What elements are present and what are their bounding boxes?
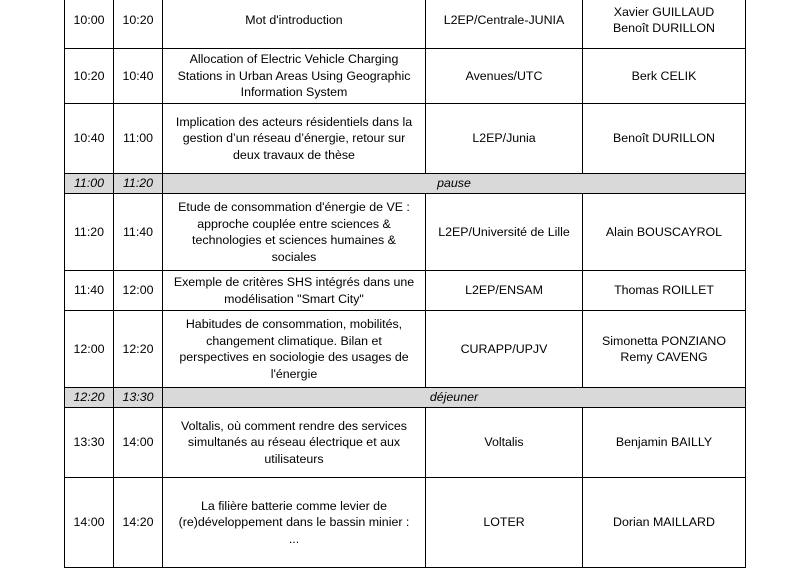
organization-cell — [426, 194, 583, 271]
end-time: 12:20 — [122, 341, 154, 356]
end-time-cell — [114, 174, 163, 194]
talk-title-line: l'énergie — [270, 366, 318, 381]
talk-title-cell — [163, 478, 426, 568]
end-time: 13:30 — [122, 390, 154, 405]
talk-title-line: Etude de consommation d'énergie de VE : — [178, 200, 410, 214]
end-time: 14:20 — [122, 515, 154, 530]
talk-title-line: La filière batterie comme levier de — [201, 498, 387, 513]
start-time-cell — [65, 49, 114, 104]
organization-cell — [426, 311, 583, 388]
speaker-name: Remy CAVENG — [620, 350, 708, 364]
talk-title-line: (re)développement dans le bassin minier : — [178, 515, 410, 530]
session-row — [65, 0, 746, 49]
break-label-cell — [163, 388, 746, 408]
speaker-name: Alain BOUSCAYROL — [605, 224, 723, 239]
break-label: pause — [437, 176, 471, 191]
end-time-cell — [114, 271, 163, 311]
start-time-cell — [65, 194, 114, 271]
organization-cell — [426, 408, 583, 478]
end-time: 14:00 — [122, 435, 154, 450]
talk-title-line: Exemple de critères SHS intégrés dans une — [173, 275, 415, 289]
session-row — [65, 478, 746, 568]
talk-title-line: deux travaux de thèse — [233, 147, 355, 162]
session-row — [65, 49, 746, 104]
talk-title-line: modélisation "Smart City" — [224, 291, 364, 306]
end-time: 11:20 — [122, 176, 154, 191]
talk-title-line: Voltalis, où comment rendre des services — [181, 418, 407, 433]
talk-title-line: Implication des acteurs résidentiels dans la — [175, 114, 413, 129]
speaker-cell — [583, 271, 746, 311]
talk-title-line: Habitudes de consommation, mobilités, — [185, 317, 403, 331]
organization: LOTER — [483, 515, 525, 530]
organization-cell — [426, 104, 583, 174]
start-time: 12:20 — [73, 390, 105, 405]
talk-title-cell — [163, 104, 426, 174]
end-time: 11:00 — [122, 131, 154, 146]
speaker-name: Dorian MAILLARD — [613, 515, 715, 530]
organization: L2EP/Université de Lille — [438, 224, 570, 239]
speaker-cell — [583, 49, 746, 104]
organization: L2EP/ENSAM — [465, 283, 543, 298]
end-time: 12:00 — [122, 283, 154, 298]
end-time-cell — [114, 194, 163, 271]
talk-title-cell — [163, 0, 426, 49]
talk-title-line: Allocation of Electric Vehicle Charging — [189, 52, 399, 67]
start-time-cell — [65, 478, 114, 568]
start-time: 11:40 — [73, 283, 105, 298]
talk-title-cell — [163, 311, 426, 388]
program-table — [64, 0, 746, 568]
talk-title-cell — [163, 49, 426, 104]
speaker-cell — [583, 0, 746, 49]
break-label: déjeuner — [429, 390, 479, 405]
speaker-cell — [583, 478, 746, 568]
break-row — [65, 388, 746, 408]
talk-title-line: utilisateurs — [264, 451, 324, 466]
start-time-cell — [65, 311, 114, 388]
session-row — [65, 408, 746, 478]
talk-title-cell — [163, 194, 426, 271]
end-time: 10:40 — [122, 68, 154, 83]
speaker-cell — [583, 104, 746, 174]
start-time: 10:20 — [73, 68, 105, 83]
talk-title-line: Mot d'introduction — [245, 12, 343, 27]
talk-title-line: sociales — [271, 249, 317, 264]
end-time: 10:20 — [122, 12, 154, 27]
organization-cell — [426, 271, 583, 311]
speaker-name: Benjamin BAILLY — [615, 435, 713, 450]
end-time-cell — [114, 49, 163, 104]
start-time: 11:20 — [73, 224, 105, 239]
session-row — [65, 311, 746, 388]
start-time: 12:00 — [73, 341, 105, 356]
organization-cell — [426, 0, 583, 49]
talk-title-cell — [163, 271, 426, 311]
organization: CURAPP/UPJV — [460, 341, 548, 356]
talk-title-line: changement climatique. Bilan et — [206, 333, 382, 348]
talk-title-line: Stations in Urban Areas Using Geographic — [177, 68, 411, 83]
start-time-cell — [65, 0, 114, 49]
talk-title-line: Information System — [240, 85, 348, 100]
end-time-cell — [114, 104, 163, 174]
talk-title-line: technologies et sciences humaines & — [192, 233, 396, 247]
start-time-cell — [65, 174, 114, 194]
talk-title-line: simultanés au réseau électrique et aux — [187, 435, 401, 450]
session-row — [65, 104, 746, 174]
start-time: 14:00 — [73, 515, 105, 530]
start-time: 10:00 — [73, 12, 105, 27]
speaker-cell — [583, 194, 746, 271]
start-time-cell — [65, 408, 114, 478]
start-time: 10:40 — [73, 131, 105, 146]
talk-title-line: perspectives en sociologie des usages de — [179, 350, 409, 364]
break-label-cell — [163, 174, 746, 194]
talk-title-cell — [163, 408, 426, 478]
organization: Avenues/UTC — [465, 68, 543, 83]
speaker-cell — [583, 311, 746, 388]
break-row — [65, 174, 746, 194]
session-row — [65, 194, 746, 271]
start-time-cell — [65, 104, 114, 174]
end-time-cell — [114, 311, 163, 388]
start-time-cell — [65, 388, 114, 408]
start-time-cell — [65, 271, 114, 311]
speaker-cell — [583, 408, 746, 478]
end-time: 11:40 — [122, 224, 154, 239]
organization: L2EP/Junia — [472, 131, 536, 146]
end-time-cell — [114, 478, 163, 568]
speaker-name: Xavier GUILLAUD — [613, 4, 715, 19]
organization-cell — [426, 49, 583, 104]
speaker-name: Simonetta PONZIANO — [602, 333, 726, 348]
session-row — [65, 271, 746, 311]
start-time: 11:00 — [73, 176, 105, 191]
speaker-name: Benoît DURILLON — [613, 21, 715, 35]
start-time: 13:30 — [73, 435, 105, 450]
talk-title-line: gestion d’un réseau d’énergie, retour sur — [182, 131, 406, 146]
organization: Voltalis — [484, 435, 524, 450]
program-table-body — [65, 0, 746, 568]
end-time-cell — [114, 388, 163, 408]
organization-cell — [426, 478, 583, 568]
speaker-name: Thomas ROILLET — [614, 283, 714, 298]
talk-title-line: approche couplée entre sciences & — [197, 216, 391, 231]
end-time-cell — [114, 408, 163, 478]
talk-title-line: ... — [288, 531, 300, 546]
speaker-name: Benoît DURILLON — [613, 131, 715, 146]
organization: L2EP/Centrale-JUNIA — [443, 12, 565, 27]
speaker-name: Berk CELIK — [631, 68, 697, 83]
end-time-cell — [114, 0, 163, 49]
